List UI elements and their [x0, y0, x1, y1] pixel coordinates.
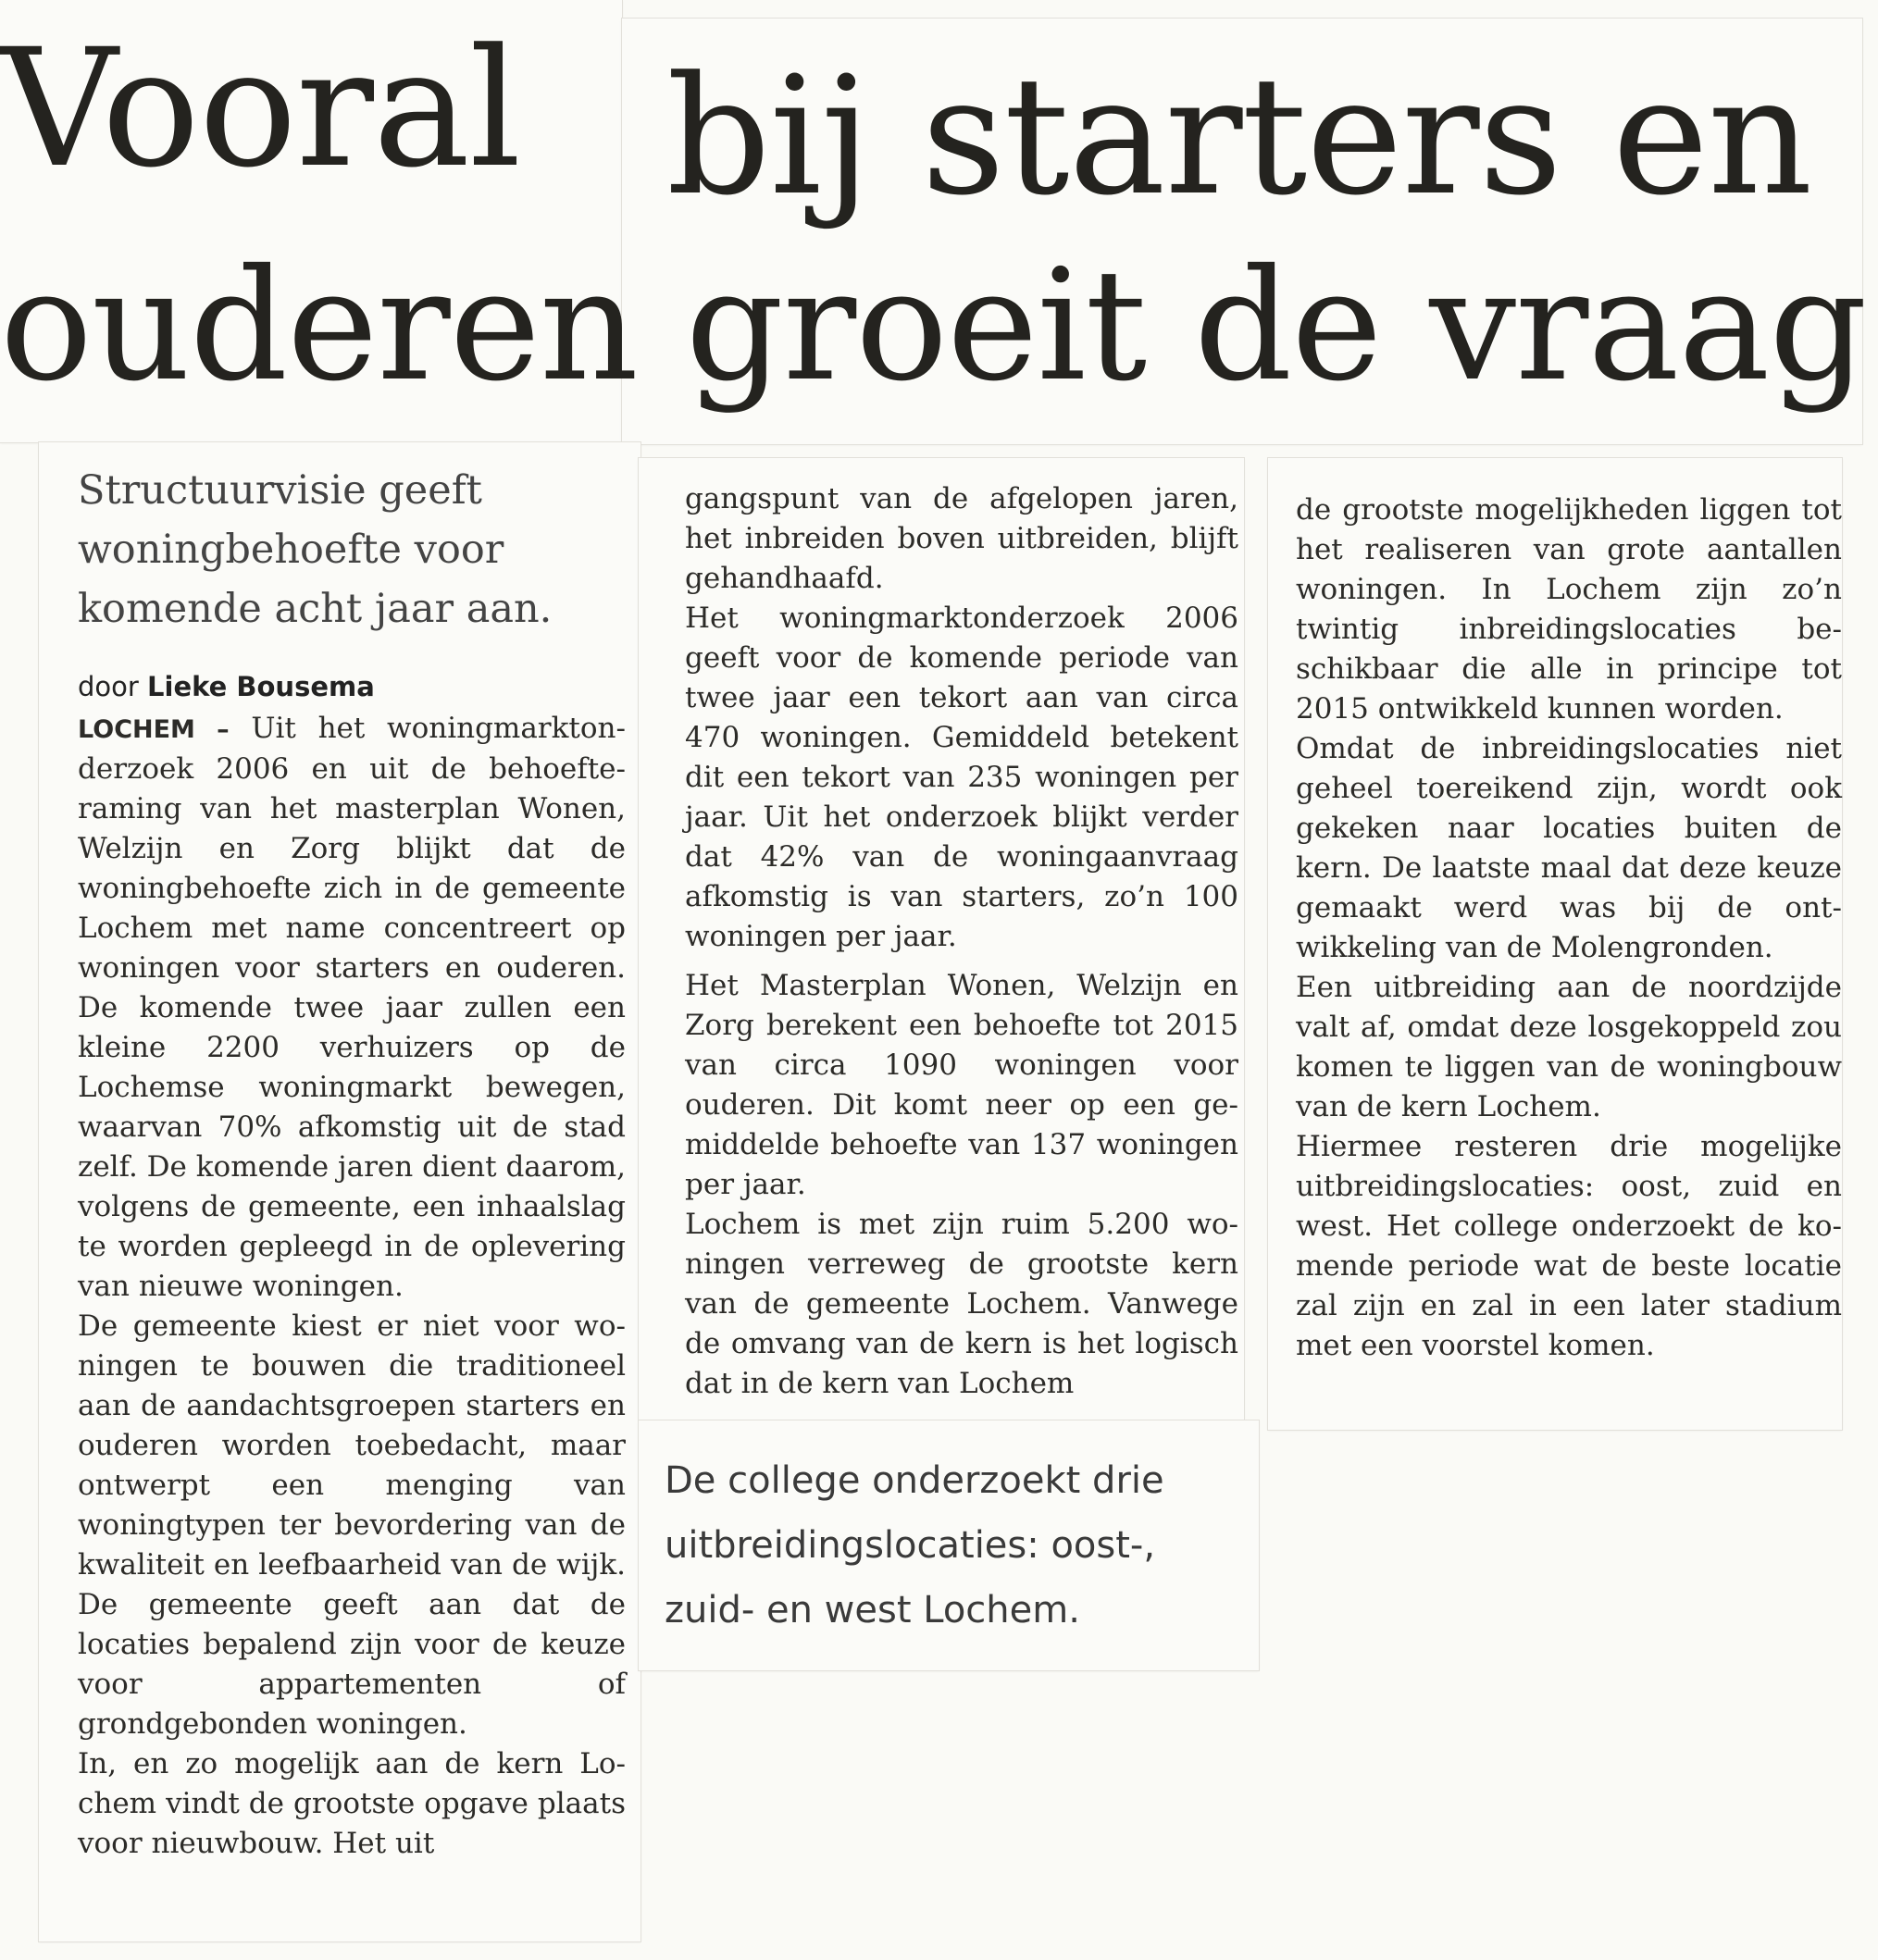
dateline: LOCHEM –	[78, 715, 230, 744]
paragraph: Lochem is met zijn ruim 5.200 woningen verreweg de grootste kern van de gemeente Lochem. Vanwege de omvang van de kern is het logisch dat in de kern van Lochem	[685, 1208, 1238, 1400]
paragraph-text: Uit het woningmarktonderzoek 2006 en uit de behoefteraming van het masterplan Wonen, Welzijn en Zorg blijkt dat de woningbehoefte zich in de gemeente Lochem met name concentreert op woningen voor starters en ouderen. De komende twee jaar zullen een kleine 2200 verhuizers op de Lochemse woningmarkt bewegen, waarvan 70% afkomstig uit de stad zelf. De komende jaren dient daarom, volgens de gemeente, een inhaalslag te worden gepleegd in de oplevering van nieuwe woningen.	[78, 712, 626, 1303]
paragraph: In, en zo mogelijk aan de kern Lochem vindt de grootste opgave plaats voor nieuwbouw. Het uit	[78, 1747, 626, 1860]
paragraph: de grootste mogelijkheden liggen tot het realiseren van grote aantallen woningen. In Lochem zijn zo’n twintig inbreidingslocaties beschikbaar die alle in principe tot 2015 ontwikkeld kunnen worden.	[1296, 493, 1842, 726]
article-column-1	[78, 709, 626, 1864]
pull-quote: De college onderzoekt drie uitbreidingslocaties: oost-, zuid- en west Lochem.	[665, 1459, 1164, 1631]
article-column-3	[1296, 490, 1842, 1366]
paragraph: gangspunt van de afgelopen jaren, het inbreiden boven uitbreiden, blijft gehandhaafd.	[685, 482, 1238, 595]
headline-line-1b: bij starters en	[666, 42, 1812, 231]
subheadline: Structuurvisie geeft woningbehoefte voor komende acht jaar aan.	[78, 467, 553, 632]
byline-prefix: door	[78, 671, 139, 702]
headline-line-2: ouderen groeit de vraag	[0, 237, 1867, 416]
byline-author: Lieke Bousema	[147, 671, 375, 702]
paragraph: Het woningmarktonderzoek 2006 geeft voor de komende periode van twee jaar een tekort aan van circa 470 woningen. Gemiddeld betekent dit een tekort van 235 woningen per jaar. Uit het onderzoek blijkt verder dat 42% van de woningaanvraag afkomstig is van starters, zo’n 100 woningen per jaar.	[685, 602, 1238, 953]
headline-line-1a: Vooral	[0, 14, 521, 204]
paragraph: Hiermee resteren drie mogelijke uitbreidingslocaties: oost, zuid en west. Het college onderzoekt de komende periode wat de beste locatie zal zijn en zal in een later stadium met een voorstel komen.	[1296, 1130, 1842, 1362]
paragraph: Een uitbreiding aan de noordzijde valt af, omdat deze losgekoppeld zou komen te liggen van de woningbouw van de kern Lochem.	[1296, 971, 1842, 1123]
paragraph: Omdat de inbreidingslocaties niet geheel toereikend zijn, wordt ook gekeken naar locaties buiten de kern. De laatste maal dat deze keuze gemaakt werd was bij de ontwikkeling van de Molengronden.	[1296, 732, 1842, 964]
article-column-2	[685, 479, 1238, 1404]
byline	[78, 666, 375, 707]
paragraph	[78, 709, 626, 1307]
paragraph: Het Masterplan Wonen, Welzijn en Zorg berekent een behoefte tot 2015 van circa 1090 woningen voor ouderen. Dit komt neer op een gemiddelde behoefte van 137 woningen per jaar.	[685, 969, 1238, 1201]
paragraph: De gemeente kiest er niet voor woningen te bouwen die traditioneel aan de aandachtsgroepen starters en ouderen worden toebedacht, maar ontwerpt een menging van woningtypen ter bevordering van de kwaliteit en leefbaarheid van de wijk. De gemeente geeft aan dat de locaties bepalend zijn voor de keuze voor appartementen of grondgebonden woningen.	[78, 1309, 626, 1741]
